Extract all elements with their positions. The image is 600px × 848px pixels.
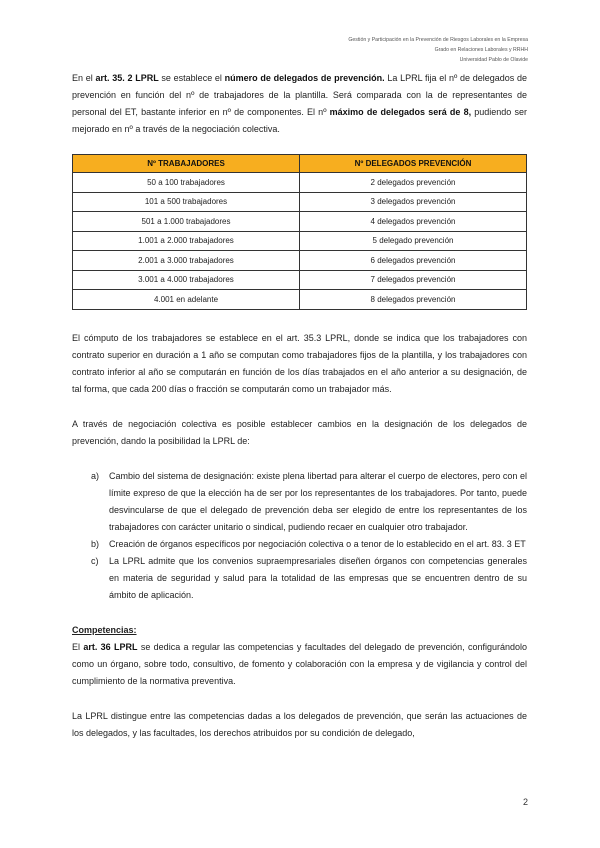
intro-text-3: La LPRL fija el nº de delegados de prevención en función del nº de trabajadores de la plantilla. Será comparada con la de representantes de personal del ET, bastante inferior en nº de componentes. El nº [72, 73, 527, 117]
competencias-bold-article: art. 36 LPRL [83, 641, 138, 652]
cell-workers: 4.001 en adelante [73, 290, 300, 310]
delegates-table [72, 154, 527, 310]
negotiation-paragraph: A través de negociación colectiva es posible establecer cambios en la designación de los delegados de prevención, dando la posibilidad la LPRL de: [72, 418, 527, 446]
table-header-row [73, 155, 527, 173]
header-university: Universidad Pablo de Olavide [459, 57, 528, 63]
cell-workers: 3.001 a 4.000 trabajadores [73, 270, 300, 290]
computation-paragraph: El cómputo de los trabajadores se establece en el art. 35.3 LPRL, donde se indica que los trabajadores con contrato superior en duración a 1 año se computan como trabajadores fijos de la plantilla, y los trabajadores con contrato inferior al año se computarán en función de los días trabajados en el año anterior a su designación, de tal forma, que cada 200 días o fracción se computarán como un trabajador más. [72, 332, 527, 394]
cell-delegates: 6 delegados prevención [300, 251, 527, 271]
list-item-text: Creación de órganos específicos por negociación colectiva o a tenor de lo establecido en el art. 83. 3 ET [109, 538, 526, 549]
page-number: 2 [522, 797, 528, 807]
page-header [348, 35, 528, 65]
competencias-text-1: El [72, 641, 84, 652]
list-item-text: Cambio del sistema de designación: existe plena libertad para alterar el cuerpo de electores, pero con el límite expreso de que la elección ha de ser por los representantes de los trabajadores. Por tanto, puede desvincularse de que el delegado de prevención deba ser elegido de entre los representantes de los trabajadores con carácter unitario o sindical, pudiendo recaer en cualquier otro trabajador. [109, 470, 527, 532]
intro-text-4: pudiendo ser mejorado en nº a través de la negociación colectiva. [72, 107, 527, 134]
header-workers: Nº TRABAJADORES [73, 155, 300, 173]
distinction-paragraph: La LPRL distingue entre las competencias dadas a los delegados de prevención, que serán las actuaciones de los delegados, y las facultades, los derechos atribuidos por su condición de delegado, [72, 710, 527, 738]
table-row [73, 270, 527, 290]
competencias-heading: Competencias: [72, 624, 137, 635]
header-course: Gestión y Participación en la Prevención de Riesgos Laborales en la Empresa [348, 37, 528, 43]
table-row [73, 251, 527, 271]
cell-workers: 1.001 a 2.000 trabajadores [73, 231, 300, 251]
cell-delegates: 3 delegados prevención [300, 192, 527, 212]
cell-delegates: 7 delegados prevención [300, 270, 527, 290]
cell-delegates: 8 delegados prevención [300, 290, 527, 310]
intro-paragraph [72, 70, 527, 138]
competencias-text-2: se dedica a regular las competencias y facultades del delegado de prevención, configurándolo como un órgano, sobre todo, consultivo, de fomento y colaboración con la empresa y de vigilancia y control del cumplimiento de la normativa preventiva. [72, 641, 528, 686]
table-row [73, 212, 527, 232]
intro-bold-article: art. 35. 2 LPRL [95, 73, 159, 83]
competencias-paragraph [72, 639, 527, 690]
intro-bold-maximum: máximo de delegados será de 8, [329, 107, 472, 117]
header-delegates: Nº DELEGADOS PREVENCIÓN [300, 155, 527, 173]
list-marker: a) [91, 470, 100, 481]
list-item [72, 553, 527, 604]
header-degree: Grado en Relaciones Laborales y RRHH [434, 47, 528, 53]
intro-text-1: En el [72, 73, 96, 83]
cell-workers: 501 a 1.000 trabajadores [73, 212, 300, 232]
cell-workers: 50 a 100 trabajadores [73, 173, 300, 193]
negotiation-list [72, 468, 527, 604]
table-row [73, 290, 527, 310]
list-marker: b) [91, 538, 100, 549]
document-body [72, 70, 527, 742]
list-marker: c) [91, 555, 99, 566]
cell-delegates: 2 delegados prevención [300, 173, 527, 193]
table-row [73, 173, 527, 193]
cell-workers: 2.001 a 3.000 trabajadores [73, 251, 300, 271]
list-item-text: La LPRL admite que los convenios supraempresariales diseñen órganos con competencias generales en materia de seguridad y salud para la totalidad de las empresas que se encuentren dentro de su ámbito de aplicación. [109, 555, 527, 600]
cell-delegates: 4 delegados prevención [300, 212, 527, 232]
list-item [72, 536, 527, 553]
cell-delegates: 5 delegado prevención [300, 231, 527, 251]
table-row [73, 231, 527, 251]
table-row [73, 192, 527, 212]
intro-bold-number: número de delegados de prevención. [224, 73, 385, 83]
cell-workers: 101 a 500 trabajadores [73, 192, 300, 212]
list-item [72, 468, 527, 536]
intro-text-2: se establece el [158, 73, 225, 83]
